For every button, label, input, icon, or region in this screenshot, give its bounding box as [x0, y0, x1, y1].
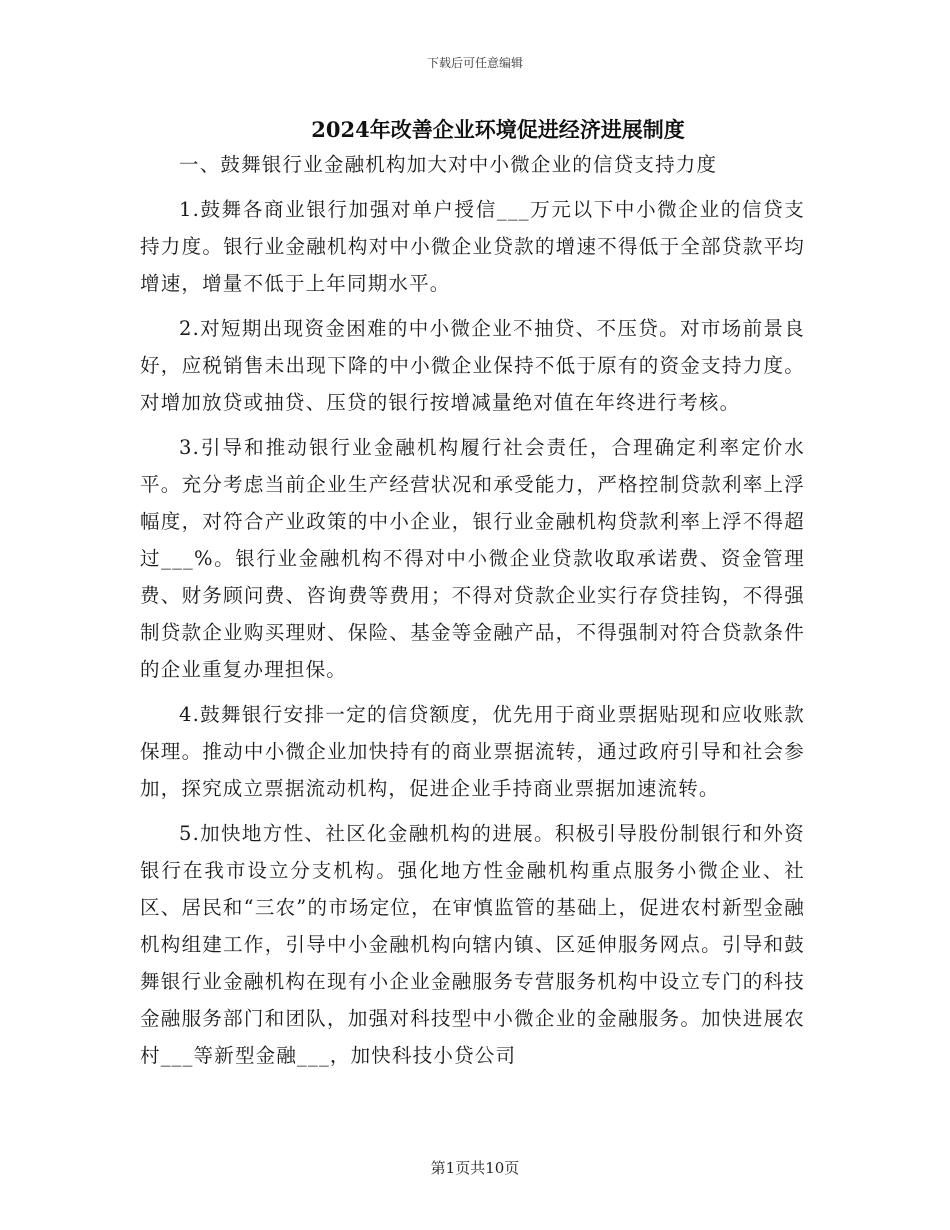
section-heading: 一、鼓舞银行业金融机构加大对中小微企业的信贷支持力度 — [179, 153, 718, 176]
page-footer: 第1页共10页 — [430, 1159, 520, 1177]
header-note: 下载后可任意编辑 — [426, 56, 523, 70]
paragraph-2: 2.对短期出现资金困难的中小微企业不抽贷、不压贷。对市场前景良好，应税销售未出现下降的中小微企业保持不低于原有的资金支持力度。对增加放贷或抽贷、压贷的银行按增减量绝对值在年终进行考核。 — [140, 317, 805, 414]
paragraph-3: 3.引导和推动银行业金融机构履行社会责任，合理确定利率定价水平。充分考虑当前企业生产经营状况和承受能力，严格控制贷款利率上浮幅度，对符合产业政策的中小企业，银行业金融机构贷款利率上浮不得超过___%。银行业金融机构不得对中小微企业贷款收取承诺费、资金管理费、财务顾问费、咨询费等费用；不得对贷款企业实行存贷挂钩，不得强制贷款企业购买理财、保险、基金等金融产品，不得强制对符合贷款条件的企业重复办理担保。 — [140, 436, 805, 681]
paragraph-1: 1.鼓舞各商业银行加强对单户授信___万元以下中小微企业的信贷支持力度。银行业金融机构对中小微企业贷款的增速不得低于全部贷款平均增速，增量不低于上年同期水平。 — [140, 198, 805, 295]
document-title: 2024年改善企业环境促进经济进展制度 — [311, 117, 685, 142]
document-body — [140, 146, 805, 1074]
paragraph-5: 5.加快地方性、社区化金融机构的进展。积极引导股份制银行和外资银行在我市设立分支机构。强化地方性金融机构重点服务小微企业、社区、居民和“三农”的市场定位，在审慎监管的基础上，促进农村新型金融机构组建工作，引导中小金融机构向辖内镇、区延伸服务网点。引导和鼓舞银行业金融机构在现有小企业金融服务专营服务机构中设立专门的科技金融服务部门和团队，加强对科技型中小微企业的金融服务。加快进展农村___等新型金融___，加快科技小贷公司 — [140, 822, 805, 1067]
paragraph-4: 4.鼓舞银行安排一定的信贷额度，优先用于商业票据贴现和应收账款保理。推动中小微企业加快持有的商业票据流转，通过政府引导和社会参加，探究成立票据流动机构，促进企业手持商业票据加速流转。 — [140, 703, 805, 800]
